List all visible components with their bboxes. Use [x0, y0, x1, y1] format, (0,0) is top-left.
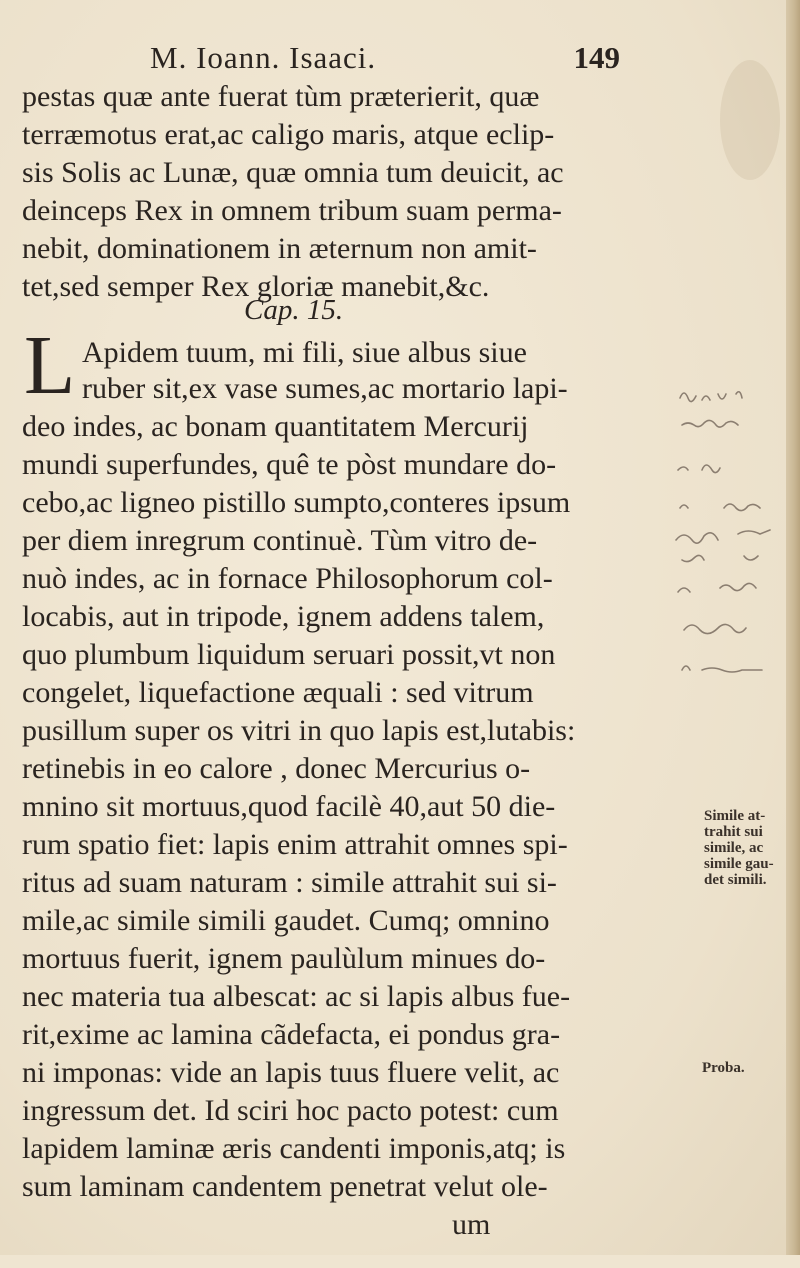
- text-line: ritus ad suam naturam : simile attrahit sui si-: [22, 866, 557, 899]
- text-line: mile,ac simile simili gaudet. Cumq; omnino: [22, 904, 550, 937]
- text-line: ni imponas: vide an lapis tuus fluere velit, ac: [22, 1056, 560, 1089]
- margin-note-simile: Simile at-trahit sui simile, ac simile gau-det simili.: [704, 808, 774, 888]
- text-line: terræmotus erat,ac caligo maris, atque eclip-: [22, 118, 555, 151]
- text-line: deinceps Rex in omnem tribum suam perma-: [22, 194, 562, 227]
- text-line: sum laminam candentem penetrat velut ole-: [22, 1170, 548, 1203]
- text-line: pestas quæ ante fuerat tùm præterierit, quæ: [22, 80, 540, 113]
- text-line: nebit, dominationem in æternum non amit-: [22, 232, 537, 265]
- page-number: 149: [573, 40, 620, 75]
- drop-capital: L: [24, 319, 76, 412]
- text-line: rum spatio fiet: lapis enim attrahit omnes spi-: [22, 828, 568, 861]
- text-line: tet,sed semper Rex gloriæ manebit,&c.: [22, 270, 490, 303]
- paper-stain: [720, 60, 780, 180]
- text-line: cebo,ac ligneo pistillo sumpto,conteres ipsum: [22, 486, 571, 519]
- text-line: retinebis in eo calore , donec Mercurius o-: [22, 752, 531, 785]
- text-line: ingressum det. Id sciri hoc pacto potest: cum: [22, 1094, 559, 1127]
- text-line: nuò indes, ac in fornace Philosophorum col-: [22, 562, 553, 595]
- chapter-heading: Cap. 15.: [244, 294, 344, 326]
- text-line: congelet, liquefactione æquali : sed vitrum: [22, 676, 534, 709]
- handwritten-annotation: [672, 380, 794, 690]
- margin-note-proba: Proba.: [702, 1060, 745, 1076]
- text-line: sis Solis ac Lunæ, quæ omnia tum deuicit, ac: [22, 156, 564, 189]
- text-line: quo plumbum liquidum seruari possit,vt non: [22, 638, 556, 671]
- header-title: M. Ioann. Isaaci.: [150, 40, 377, 75]
- text-line: mundi superfundes, quê te pòst mundare do-: [22, 448, 557, 481]
- text-line: ruber sit,ex vase sumes,ac mortario lapi-: [82, 372, 568, 405]
- text-line: deo indes, ac bonam quantitatem Mercurij: [22, 410, 529, 443]
- text-line: Apidem tuum, mi fili, siue albus siue: [82, 336, 527, 369]
- text-line: mnino sit mortuus,quod facilè 40,aut 50 die-: [22, 790, 556, 823]
- text-line: mortuus fuerit, ignem paulùlum minues do-: [22, 942, 546, 975]
- text-block: [12, 78, 682, 1268]
- text-line: lapidem laminæ æris candenti imponis,atq; is: [22, 1132, 566, 1165]
- text-line: nec materia tua albescat: ac si lapis albus fue-: [22, 980, 571, 1013]
- text-line: pusillum super os vitri in quo lapis est,lutabis:: [22, 714, 576, 747]
- text-line: locabis, aut in tripode, ignem addens talem,: [22, 600, 545, 633]
- text-line: um: [452, 1208, 491, 1241]
- text-line: rit,exime ac lamina cãdefacta, ei pondus gra-: [22, 1018, 561, 1051]
- text-line: per diem inregrum continuè. Tùm vitro de-: [22, 524, 538, 557]
